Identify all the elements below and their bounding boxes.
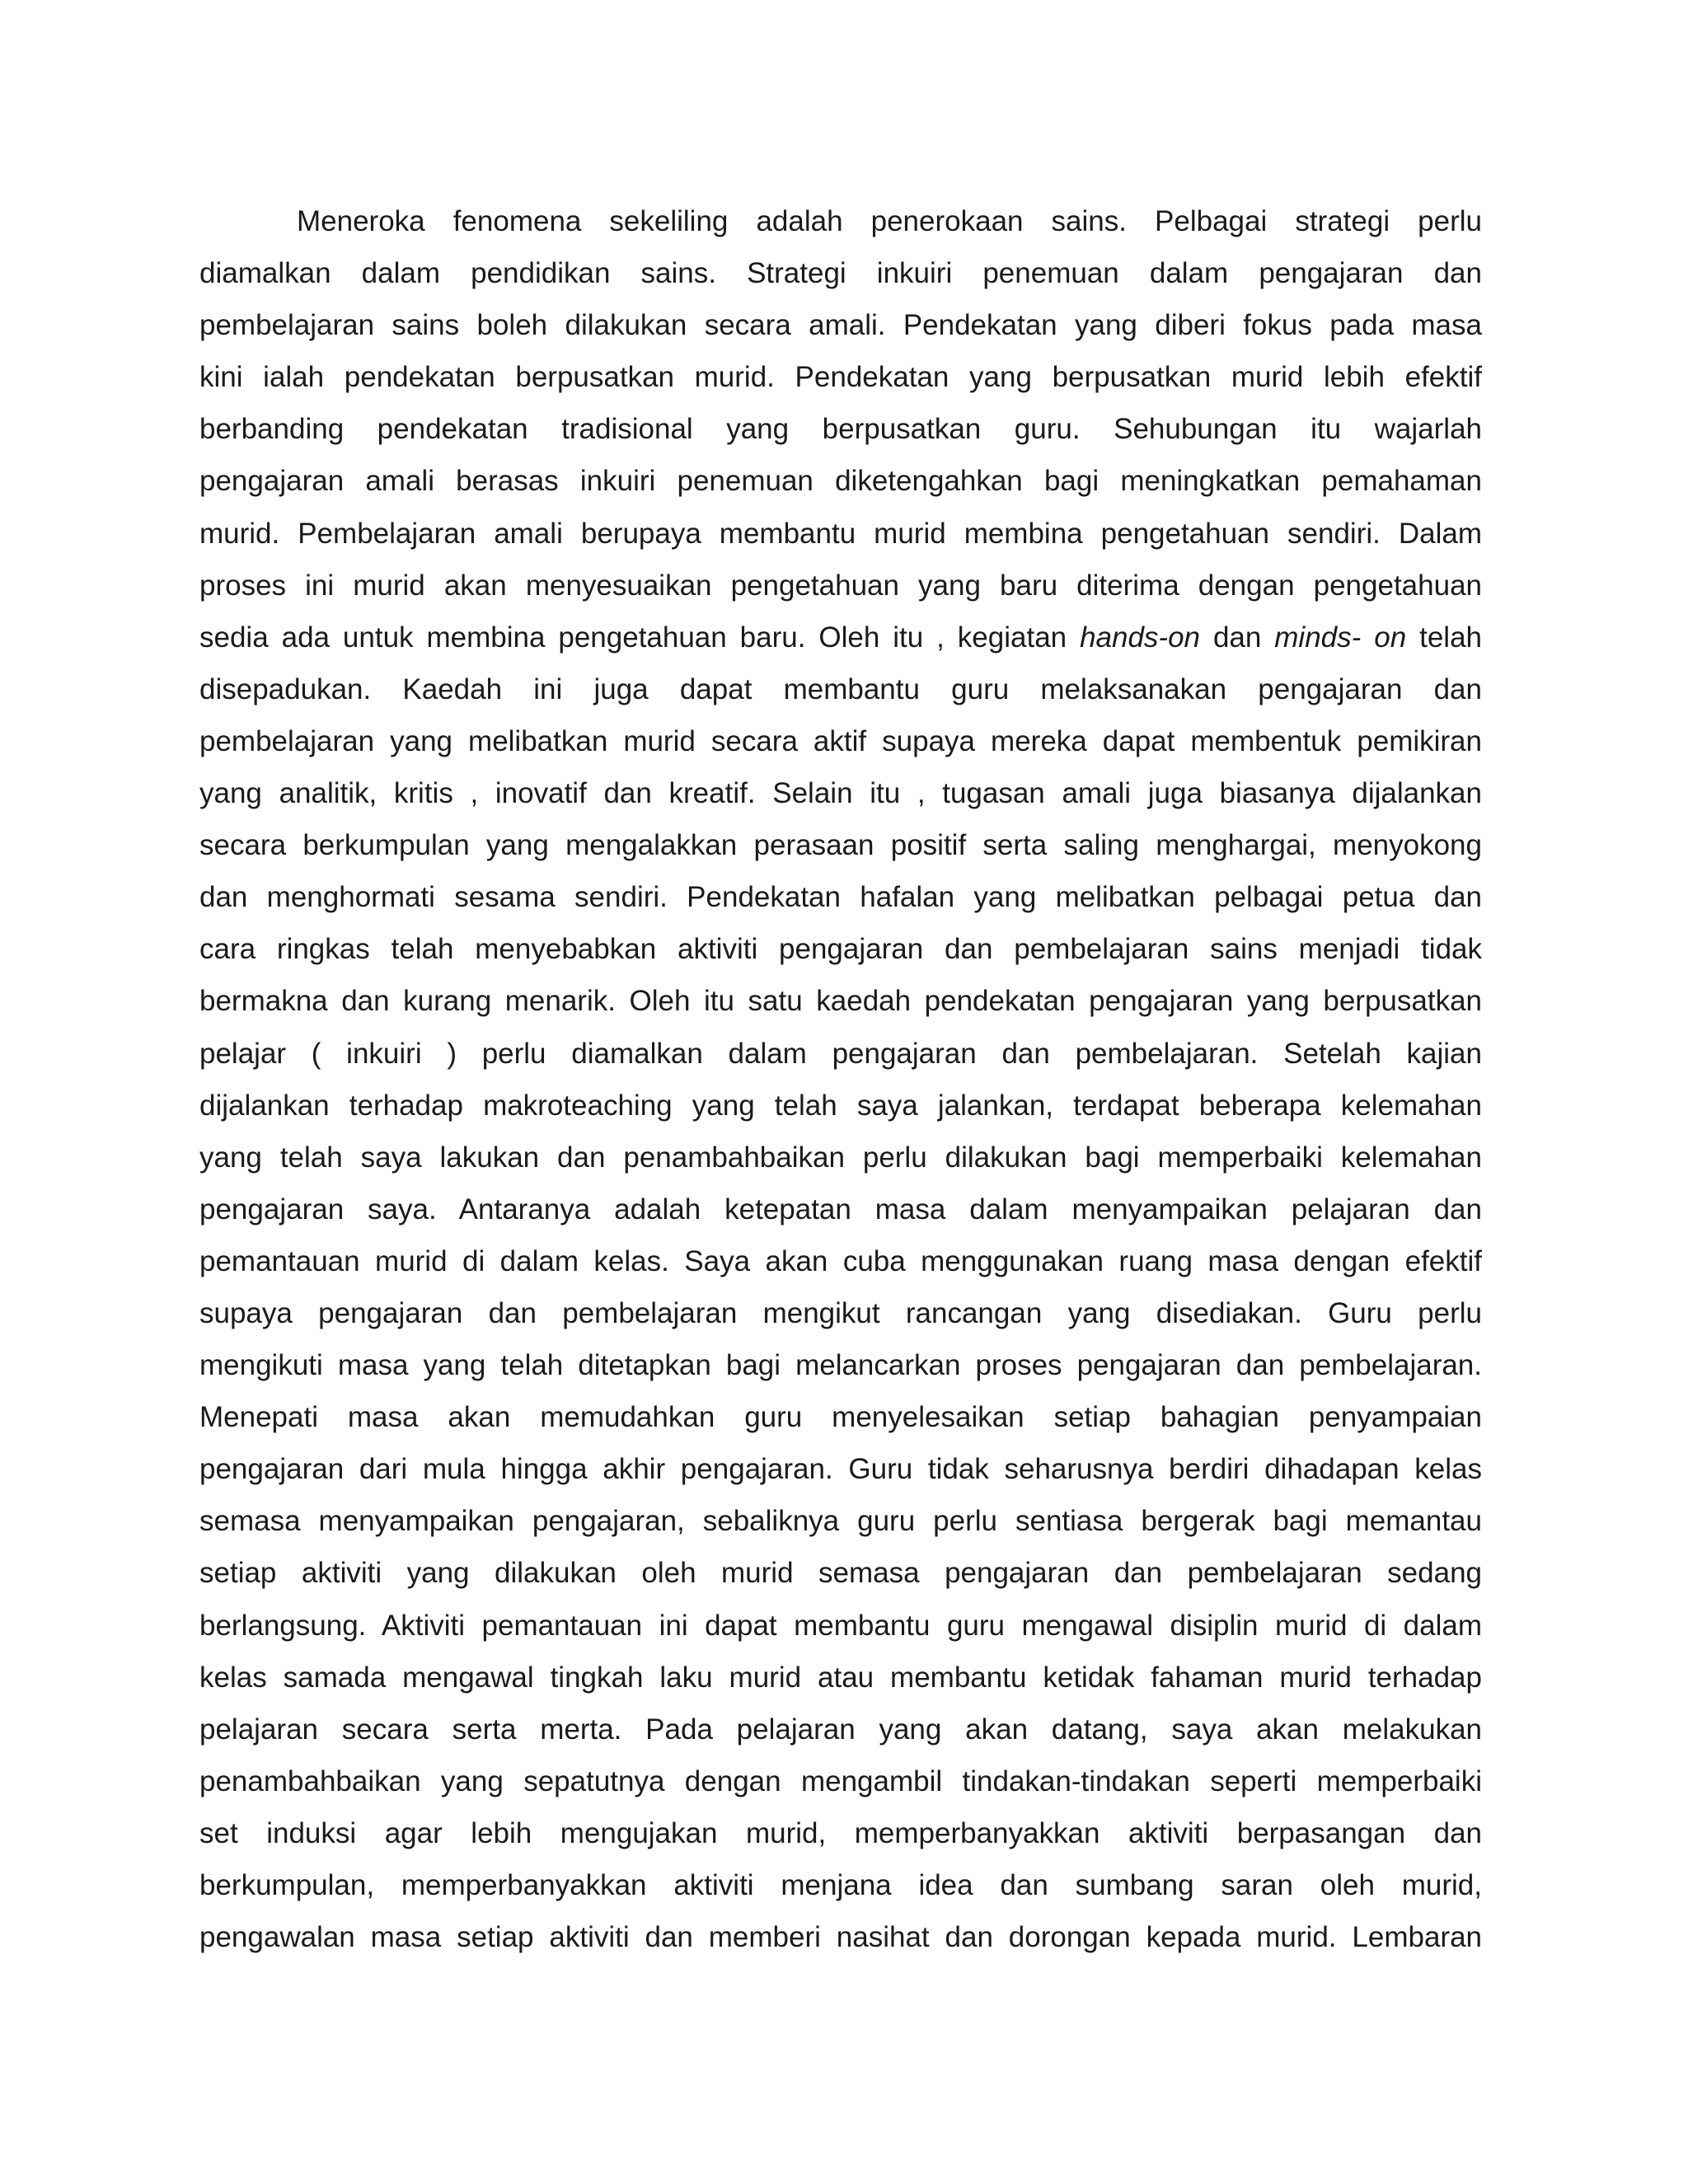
paragraph-line: cara ringkas telah menyebabkan aktiviti pengajaran dan pembelajaran sains menjadi tidak (199, 933, 1482, 966)
paragraph-line: murid. Pembelajaran amali berupaya membantu murid membina pengetahuan sendiri. Dalam (199, 517, 1482, 550)
paragraph-line: pengajaran amali berasas inkuiri penemuan diketengahkan bagi meningkatkan pemahaman (199, 465, 1482, 498)
paragraph-line: supaya pengajaran dan pembelajaran mengikut rancangan yang disediakan. Guru perlu (199, 1296, 1482, 1329)
paragraph-line: dan menghormati sesama sendiri. Pendekatan hafalan yang melibatkan pelbagai petua dan (199, 881, 1482, 914)
paragraph-line: pengajaran dari mula hingga akhir pengajaran. Guru tidak seharusnya berdiri dihadapan kelas (199, 1453, 1482, 1486)
italic-term-hands-on: hands-on (1080, 621, 1201, 654)
paragraph-line: berkumpulan, memperbanyakkan aktiviti menjana idea dan sumbang saran oleh murid, (199, 1869, 1482, 1901)
paragraph-line: pelajar ( inkuiri ) perlu diamalkan dalam pengajaran dan pembelajaran. Setelah kajian (199, 1037, 1482, 1070)
paragraph-line: dijalankan terhadap makroteaching yang telah saya jalankan, terdapat beberapa kelemahan (199, 1089, 1482, 1122)
paragraph-line: kelas samada mengawal tingkah laku murid atau membantu ketidak fahaman murid terhadap (199, 1661, 1482, 1694)
paragraph-line: secara berkumpulan yang mengalakkan perasaan positif serta saling menghargai, menyokong (199, 829, 1482, 862)
line-text: telah (1406, 621, 1482, 654)
paragraph-line: Menepati masa akan memudahkan guru menyelesaikan setiap bahagian penyampaian (199, 1401, 1482, 1434)
italic-term-minds-on: minds- on (1274, 621, 1407, 654)
paragraph-line: kini ialah pendekatan berpusatkan murid. Pendekatan yang berpusatkan murid lebih efektif (199, 361, 1482, 394)
paragraph-line: pembelajaran yang melibatkan murid secara aktif supaya mereka dapat membentuk pemikiran (199, 724, 1482, 757)
paragraph-line: yang analitik, kritis , inovatif dan kreatif. Selain itu , tugasan amali juga biasanya dijalankan (199, 777, 1482, 810)
paragraph-line: disepadukan. Kaedah ini juga dapat membantu guru melaksanakan pengajaran dan (199, 673, 1482, 705)
paragraph-line: Meneroka fenomena sekeliling adalah penerokaan sains. Pelbagai strategi perlu (297, 205, 1482, 237)
paragraph-body (199, 195, 1482, 1963)
paragraph-line: pengajaran saya. Antaranya adalah ketepatan masa dalam menyampaikan pelajaran dan (199, 1193, 1482, 1226)
paragraph-line: mengikuti masa yang telah ditetapkan bagi melancarkan proses pengajaran dan pembelajaran. (199, 1349, 1482, 1382)
paragraph-line-with-italics (199, 612, 1482, 663)
paragraph-line: penambahbaikan yang sepatutnya dengan mengambil tindakan-tindakan seperti memperbaiki (199, 1765, 1482, 1797)
paragraph-line: set induksi agar lebih mengujakan murid, memperbanyakkan aktiviti berpasangan dan (199, 1816, 1482, 1849)
paragraph-line: yang telah saya lakukan dan penambahbaikan perlu dilakukan bagi memperbaiki kelemahan (199, 1141, 1482, 1174)
paragraph-line: pemantauan murid di dalam kelas. Saya akan cuba menggunakan ruang masa dengan efektif (199, 1244, 1482, 1277)
paragraph-line: semasa menyampaikan pengajaran, sebaliknya guru perlu sentiasa bergerak bagi memantau (199, 1505, 1482, 1538)
paragraph-line: proses ini murid akan menyesuaikan pengetahuan yang baru diterima dengan pengetahuan (199, 569, 1482, 602)
paragraph-line: pelajaran secara serta merta. Pada pelajaran yang akan datang, saya akan melakukan (199, 1713, 1482, 1746)
paragraph-line: pembelajaran sains boleh dilakukan secara amali. Pendekatan yang diberi fokus pada masa (199, 309, 1482, 342)
paragraph-line: setiap aktiviti yang dilakukan oleh murid semasa pengajaran dan pembelajaran sedang (199, 1557, 1482, 1590)
paragraph-line: berlangsung. Aktiviti pemantauan ini dapat membantu guru mengawal disiplin murid di dalam (199, 1609, 1482, 1642)
paragraph-line: pengawalan masa setiap aktiviti dan memberi nasihat dan dorongan kepada murid. Lembaran (199, 1921, 1482, 1954)
paragraph-line: bermakna dan kurang menarik. Oleh itu satu kaedah pendekatan pengajaran yang berpusatkan (199, 985, 1482, 1018)
paragraph-line: diamalkan dalam pendidikan sains. Strategi inkuiri penemuan dalam pengajaran dan (199, 257, 1482, 290)
line-text: dan (1200, 621, 1275, 654)
paragraph-line: berbanding pendekatan tradisional yang berpusatkan guru. Sehubungan itu wajarlah (199, 413, 1482, 446)
line-text: sedia ada untuk membina pengetahuan baru. Oleh itu , kegiatan (199, 621, 1081, 654)
